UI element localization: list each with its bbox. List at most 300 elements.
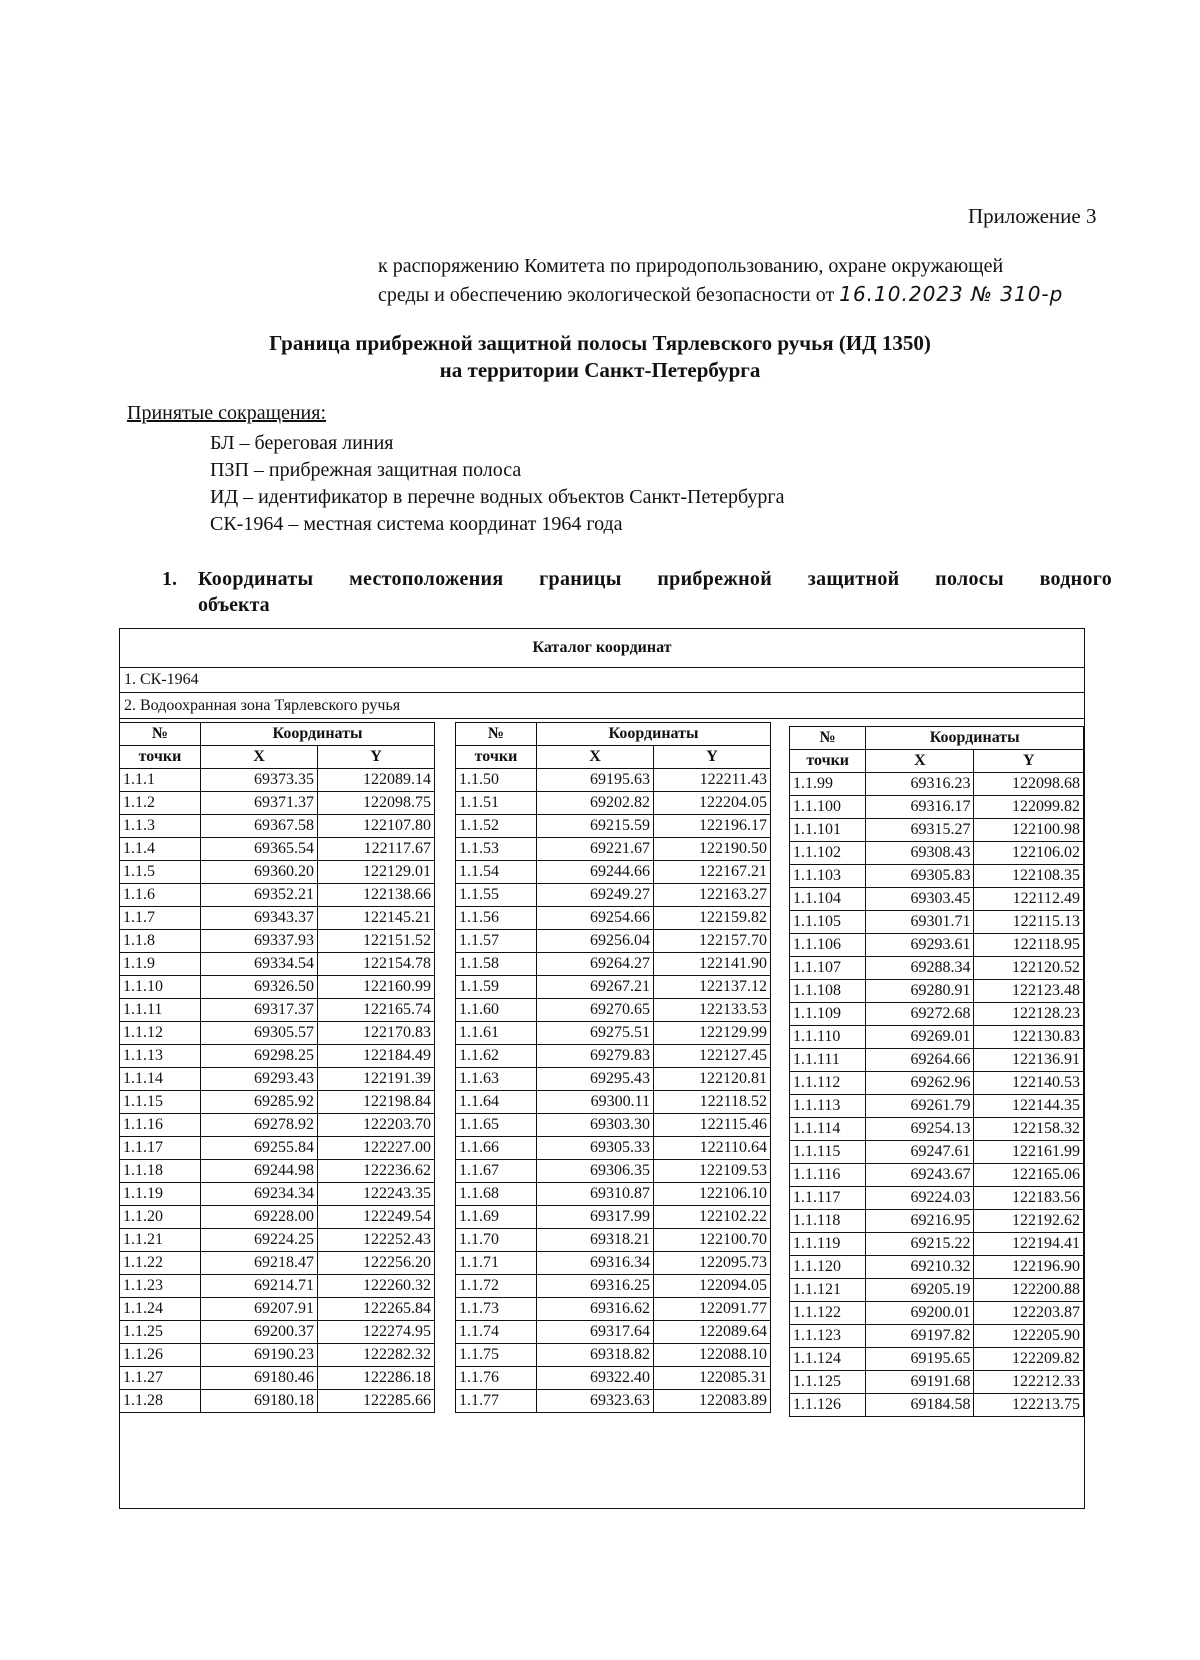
table-row: [456, 1160, 771, 1183]
y-coordinate-cell: 122204.05: [654, 792, 771, 815]
point-id-cell: 1.1.63: [456, 1068, 537, 1091]
point-id-cell: 1.1.109: [790, 1003, 866, 1026]
table-row: [790, 865, 1084, 888]
coordinate-system-label: 1. СК-1964: [120, 667, 1084, 693]
table-row: [456, 838, 771, 861]
table-row: [120, 1275, 435, 1298]
y-coordinate-cell: 122167.21: [654, 861, 771, 884]
table-row: [456, 1137, 771, 1160]
y-coordinate-cell: 122095.73: [654, 1252, 771, 1275]
x-coordinate-cell: 69267.21: [537, 976, 654, 999]
table-row: [120, 1367, 435, 1390]
x-coordinate-cell: 69247.61: [866, 1141, 974, 1164]
table-row: [790, 957, 1084, 980]
table-row: [456, 1390, 771, 1413]
y-coordinate-cell: 122117.67: [318, 838, 435, 861]
point-id-cell: 1.1.26: [120, 1344, 201, 1367]
point-id-cell: 1.1.58: [456, 953, 537, 976]
y-coordinate-cell: 122170.83: [318, 1022, 435, 1045]
y-coordinate-cell: 122089.14: [318, 769, 435, 792]
y-coordinate-cell: 122108.35: [974, 865, 1084, 888]
table-row: [120, 1252, 435, 1275]
abbreviations-heading: Принятые сокращения:: [127, 402, 327, 424]
table-row: [456, 769, 771, 792]
y-coordinate-cell: 122205.90: [974, 1325, 1084, 1348]
x-coordinate-cell: 69316.62: [537, 1298, 654, 1321]
x-coordinate-cell: 69323.63: [537, 1390, 654, 1413]
x-coordinate-cell: 69317.64: [537, 1321, 654, 1344]
table-row: [456, 1229, 771, 1252]
y-coordinate-cell: 122194.41: [974, 1233, 1084, 1256]
table-row: [790, 1141, 1084, 1164]
point-id-cell: 1.1.77: [456, 1390, 537, 1413]
x-coordinate-cell: 69224.03: [866, 1187, 974, 1210]
y-coordinate-cell: 122099.82: [974, 796, 1084, 819]
header-y: Y: [318, 746, 435, 769]
y-coordinate-cell: 122089.64: [654, 1321, 771, 1344]
point-id-cell: 1.1.25: [120, 1321, 201, 1344]
point-id-cell: 1.1.72: [456, 1275, 537, 1298]
y-coordinate-cell: 122161.99: [974, 1141, 1084, 1164]
x-coordinate-cell: 69200.01: [866, 1302, 974, 1325]
table-row: [120, 1068, 435, 1091]
table-row: [790, 1233, 1084, 1256]
y-coordinate-cell: 122100.70: [654, 1229, 771, 1252]
y-coordinate-cell: 122118.52: [654, 1091, 771, 1114]
point-id-cell: 1.1.51: [456, 792, 537, 815]
header-y: Y: [974, 750, 1084, 773]
header-x: X: [537, 746, 654, 769]
point-id-cell: 1.1.6: [120, 884, 201, 907]
table-row: [120, 1114, 435, 1137]
table-row: [790, 888, 1084, 911]
table-row: [120, 1045, 435, 1068]
point-id-cell: 1.1.105: [790, 911, 866, 934]
y-coordinate-cell: 122094.05: [654, 1275, 771, 1298]
y-coordinate-cell: 122213.75: [974, 1394, 1084, 1417]
point-id-cell: 1.1.116: [790, 1164, 866, 1187]
x-coordinate-cell: 69249.27: [537, 884, 654, 907]
header-coordinates: Координаты: [537, 723, 771, 746]
x-coordinate-cell: 69210.32: [866, 1256, 974, 1279]
x-coordinate-cell: 69255.84: [201, 1137, 318, 1160]
y-coordinate-cell: 122157.70: [654, 930, 771, 953]
y-coordinate-cell: 122249.54: [318, 1206, 435, 1229]
x-coordinate-cell: 69316.25: [537, 1275, 654, 1298]
table-row: [120, 1298, 435, 1321]
y-coordinate-cell: 122115.13: [974, 911, 1084, 934]
table-row: [120, 1390, 435, 1413]
point-id-cell: 1.1.117: [790, 1187, 866, 1210]
header-no: №: [456, 723, 537, 746]
table-row: [790, 980, 1084, 1003]
point-id-cell: 1.1.2: [120, 792, 201, 815]
x-coordinate-cell: 69200.37: [201, 1321, 318, 1344]
x-coordinate-cell: 69275.51: [537, 1022, 654, 1045]
point-id-cell: 1.1.22: [120, 1252, 201, 1275]
y-coordinate-cell: 122190.50: [654, 838, 771, 861]
y-coordinate-cell: 122158.32: [974, 1118, 1084, 1141]
table-row: [790, 1003, 1084, 1026]
x-coordinate-cell: 69337.93: [201, 930, 318, 953]
y-coordinate-cell: 122120.52: [974, 957, 1084, 980]
x-coordinate-cell: 69234.34: [201, 1183, 318, 1206]
y-coordinate-cell: 122183.56: [974, 1187, 1084, 1210]
point-id-cell: 1.1.119: [790, 1233, 866, 1256]
x-coordinate-cell: 69317.37: [201, 999, 318, 1022]
x-coordinate-cell: 69365.54: [201, 838, 318, 861]
table-row: [790, 1210, 1084, 1233]
x-coordinate-cell: 69278.92: [201, 1114, 318, 1137]
x-coordinate-cell: 69190.23: [201, 1344, 318, 1367]
table-row: [120, 1344, 435, 1367]
header-no: №: [120, 723, 201, 746]
point-id-cell: 1.1.120: [790, 1256, 866, 1279]
x-coordinate-cell: 69316.17: [866, 796, 974, 819]
point-id-cell: 1.1.1: [120, 769, 201, 792]
coordinate-table-block-1: [119, 722, 435, 1413]
point-id-cell: 1.1.4: [120, 838, 201, 861]
x-coordinate-cell: 69224.25: [201, 1229, 318, 1252]
point-id-cell: 1.1.21: [120, 1229, 201, 1252]
table-row: [456, 1298, 771, 1321]
point-id-cell: 1.1.103: [790, 865, 866, 888]
table-row: [456, 930, 771, 953]
x-coordinate-cell: 69254.13: [866, 1118, 974, 1141]
table-row: [790, 1187, 1084, 1210]
y-coordinate-cell: 122127.45: [654, 1045, 771, 1068]
x-coordinate-cell: 69293.61: [866, 934, 974, 957]
y-coordinate-cell: 122118.95: [974, 934, 1084, 957]
point-id-cell: 1.1.9: [120, 953, 201, 976]
table-row: [120, 953, 435, 976]
point-id-cell: 1.1.126: [790, 1394, 866, 1417]
point-id-cell: 1.1.56: [456, 907, 537, 930]
point-id-cell: 1.1.17: [120, 1137, 201, 1160]
table-row: [790, 1049, 1084, 1072]
x-coordinate-cell: 69367.58: [201, 815, 318, 838]
y-coordinate-cell: 122133.53: [654, 999, 771, 1022]
x-coordinate-cell: 69315.27: [866, 819, 974, 842]
table-row: [456, 1114, 771, 1137]
document-title-line-2: на территории Санкт-Петербурга: [439, 358, 761, 382]
point-id-cell: 1.1.118: [790, 1210, 866, 1233]
x-coordinate-cell: 69195.63: [537, 769, 654, 792]
table-row: [456, 1321, 771, 1344]
y-coordinate-cell: 122200.88: [974, 1279, 1084, 1302]
y-coordinate-cell: 122260.32: [318, 1275, 435, 1298]
y-coordinate-cell: 122256.20: [318, 1252, 435, 1275]
point-id-cell: 1.1.124: [790, 1348, 866, 1371]
x-coordinate-cell: 69305.33: [537, 1137, 654, 1160]
x-coordinate-cell: 69195.65: [866, 1348, 974, 1371]
header-y: Y: [654, 746, 771, 769]
abbreviation-item: СК-1964 – местная система координат 1964 года: [210, 513, 623, 535]
y-coordinate-cell: 122198.84: [318, 1091, 435, 1114]
x-coordinate-cell: 69244.98: [201, 1160, 318, 1183]
point-id-cell: 1.1.11: [120, 999, 201, 1022]
x-coordinate-cell: 69334.54: [201, 953, 318, 976]
point-id-cell: 1.1.5: [120, 861, 201, 884]
header-x: X: [201, 746, 318, 769]
table-row: [456, 1344, 771, 1367]
point-id-cell: 1.1.111: [790, 1049, 866, 1072]
table-row: [120, 1137, 435, 1160]
section-number: 1.: [162, 568, 177, 590]
point-id-cell: 1.1.13: [120, 1045, 201, 1068]
table-row: [790, 1279, 1084, 1302]
order-reference: [378, 252, 1118, 309]
table-row: [120, 769, 435, 792]
order-reference-line-1: к распоряжению Комитета по природопользованию, охране окружающей: [378, 255, 1004, 277]
point-id-cell: 1.1.121: [790, 1279, 866, 1302]
x-coordinate-cell: 69215.22: [866, 1233, 974, 1256]
x-coordinate-cell: 69326.50: [201, 976, 318, 999]
y-coordinate-cell: 122211.43: [654, 769, 771, 792]
x-coordinate-cell: 69244.66: [537, 861, 654, 884]
point-id-cell: 1.1.52: [456, 815, 537, 838]
point-id-cell: 1.1.70: [456, 1229, 537, 1252]
order-reference-line-2-text: среды и обеспечению экологической безопасности от: [378, 284, 835, 306]
x-coordinate-cell: 69316.34: [537, 1252, 654, 1275]
table-row: [120, 976, 435, 999]
point-id-cell: 1.1.113: [790, 1095, 866, 1118]
x-coordinate-cell: 69218.47: [201, 1252, 318, 1275]
table-row: [790, 1302, 1084, 1325]
point-id-cell: 1.1.3: [120, 815, 201, 838]
point-id-cell: 1.1.14: [120, 1068, 201, 1091]
table-row: [120, 999, 435, 1022]
y-coordinate-cell: 122151.52: [318, 930, 435, 953]
point-id-cell: 1.1.122: [790, 1302, 866, 1325]
table-row: [790, 796, 1084, 819]
x-coordinate-cell: 69264.27: [537, 953, 654, 976]
table-row: [456, 1091, 771, 1114]
point-id-cell: 1.1.104: [790, 888, 866, 911]
point-id-cell: 1.1.57: [456, 930, 537, 953]
point-id-cell: 1.1.24: [120, 1298, 201, 1321]
protection-zone-label: 2. Водоохранная зона Тярлевского ручья: [120, 693, 1084, 719]
abbreviation-item: ИД – идентификатор в перечне водных объектов Санкт-Петербурга: [210, 486, 785, 508]
point-id-cell: 1.1.10: [120, 976, 201, 999]
point-id-cell: 1.1.110: [790, 1026, 866, 1049]
header-point: точки: [456, 746, 537, 769]
header-coordinates: Координаты: [866, 727, 1084, 750]
header-no: №: [790, 727, 866, 750]
y-coordinate-cell: 122112.49: [974, 888, 1084, 911]
x-coordinate-cell: 69205.19: [866, 1279, 974, 1302]
header-coordinates: Координаты: [201, 723, 435, 746]
table-row: [456, 1367, 771, 1390]
y-coordinate-cell: 122120.81: [654, 1068, 771, 1091]
point-id-cell: 1.1.18: [120, 1160, 201, 1183]
x-coordinate-cell: 69288.34: [866, 957, 974, 980]
header-x: X: [866, 750, 974, 773]
y-coordinate-cell: 122196.17: [654, 815, 771, 838]
point-id-cell: 1.1.106: [790, 934, 866, 957]
table-row: [120, 1321, 435, 1344]
y-coordinate-cell: 122209.82: [974, 1348, 1084, 1371]
x-coordinate-cell: 69310.87: [537, 1183, 654, 1206]
y-coordinate-cell: 122106.10: [654, 1183, 771, 1206]
y-coordinate-cell: 122106.02: [974, 842, 1084, 865]
point-id-cell: 1.1.23: [120, 1275, 201, 1298]
point-id-cell: 1.1.99: [790, 773, 866, 796]
point-id-cell: 1.1.59: [456, 976, 537, 999]
y-coordinate-cell: 122129.99: [654, 1022, 771, 1045]
section-heading-line-1: Координаты местоположения границы прибрежной защитной полосы водного: [198, 568, 1112, 590]
table-row: [456, 792, 771, 815]
point-id-cell: 1.1.8: [120, 930, 201, 953]
x-coordinate-cell: 69180.18: [201, 1390, 318, 1413]
x-coordinate-cell: 69298.25: [201, 1045, 318, 1068]
table-row: [790, 1118, 1084, 1141]
x-coordinate-cell: 69216.95: [866, 1210, 974, 1233]
x-coordinate-cell: 69373.35: [201, 769, 318, 792]
point-id-cell: 1.1.123: [790, 1325, 866, 1348]
y-coordinate-cell: 122100.98: [974, 819, 1084, 842]
section-heading-line-2: объекта: [198, 594, 270, 616]
point-id-cell: 1.1.19: [120, 1183, 201, 1206]
x-coordinate-cell: 69243.67: [866, 1164, 974, 1187]
x-coordinate-cell: 69262.96: [866, 1072, 974, 1095]
x-coordinate-cell: 69360.20: [201, 861, 318, 884]
point-id-cell: 1.1.101: [790, 819, 866, 842]
table-row: [456, 1022, 771, 1045]
x-coordinate-cell: 69191.68: [866, 1371, 974, 1394]
point-id-cell: 1.1.100: [790, 796, 866, 819]
y-coordinate-cell: 122128.23: [974, 1003, 1084, 1026]
table-row: [790, 1394, 1084, 1417]
table-row: [120, 1091, 435, 1114]
x-coordinate-cell: 69295.43: [537, 1068, 654, 1091]
document-title: [0, 330, 1200, 384]
point-id-cell: 1.1.12: [120, 1022, 201, 1045]
point-id-cell: 1.1.53: [456, 838, 537, 861]
y-coordinate-cell: 122184.49: [318, 1045, 435, 1068]
table-row: [790, 1095, 1084, 1118]
table-row: [120, 884, 435, 907]
point-id-cell: 1.1.65: [456, 1114, 537, 1137]
table-row: [120, 1022, 435, 1045]
x-coordinate-cell: 69264.66: [866, 1049, 974, 1072]
point-id-cell: 1.1.69: [456, 1206, 537, 1229]
x-coordinate-cell: 69214.71: [201, 1275, 318, 1298]
y-coordinate-cell: 122144.35: [974, 1095, 1084, 1118]
point-id-cell: 1.1.15: [120, 1091, 201, 1114]
table-row: [790, 1164, 1084, 1187]
y-coordinate-cell: 122165.06: [974, 1164, 1084, 1187]
y-coordinate-cell: 122109.53: [654, 1160, 771, 1183]
coordinate-table-block-3: [789, 726, 1084, 1417]
x-coordinate-cell: 69279.83: [537, 1045, 654, 1068]
y-coordinate-cell: 122192.62: [974, 1210, 1084, 1233]
x-coordinate-cell: 69184.58: [866, 1394, 974, 1417]
table-row: [790, 911, 1084, 934]
table-row: [456, 976, 771, 999]
y-coordinate-cell: 122252.43: [318, 1229, 435, 1252]
point-id-cell: 1.1.112: [790, 1072, 866, 1095]
x-coordinate-cell: 69305.57: [201, 1022, 318, 1045]
y-coordinate-cell: 122107.80: [318, 815, 435, 838]
abbreviation-item: БЛ – береговая линия: [210, 432, 394, 454]
table-row: [120, 1160, 435, 1183]
point-id-cell: 1.1.67: [456, 1160, 537, 1183]
point-id-cell: 1.1.76: [456, 1367, 537, 1390]
x-coordinate-cell: 69308.43: [866, 842, 974, 865]
y-coordinate-cell: 122165.74: [318, 999, 435, 1022]
point-id-cell: 1.1.54: [456, 861, 537, 884]
x-coordinate-cell: 69352.21: [201, 884, 318, 907]
y-coordinate-cell: 122085.31: [654, 1367, 771, 1390]
x-coordinate-cell: 69306.35: [537, 1160, 654, 1183]
point-id-cell: 1.1.74: [456, 1321, 537, 1344]
x-coordinate-cell: 69254.66: [537, 907, 654, 930]
y-coordinate-cell: 122282.32: [318, 1344, 435, 1367]
y-coordinate-cell: 122088.10: [654, 1344, 771, 1367]
y-coordinate-cell: 122212.33: [974, 1371, 1084, 1394]
y-coordinate-cell: 122274.95: [318, 1321, 435, 1344]
point-id-cell: 1.1.114: [790, 1118, 866, 1141]
x-coordinate-cell: 69371.37: [201, 792, 318, 815]
coordinate-catalog: [119, 628, 1085, 1509]
x-coordinate-cell: 69270.65: [537, 999, 654, 1022]
y-coordinate-cell: 122243.35: [318, 1183, 435, 1206]
x-coordinate-cell: 69293.43: [201, 1068, 318, 1091]
y-coordinate-cell: 122236.62: [318, 1160, 435, 1183]
catalog-title: Каталог координат: [120, 629, 1084, 668]
x-coordinate-cell: 69303.30: [537, 1114, 654, 1137]
table-row: [456, 1252, 771, 1275]
x-coordinate-cell: 69256.04: [537, 930, 654, 953]
table-row: [790, 819, 1084, 842]
x-coordinate-cell: 69285.92: [201, 1091, 318, 1114]
table-row: [120, 792, 435, 815]
x-coordinate-cell: 69197.82: [866, 1325, 974, 1348]
table-row: [120, 930, 435, 953]
table-row: [120, 861, 435, 884]
section-heading: [162, 566, 1112, 618]
table-row: [120, 815, 435, 838]
table-row: [120, 1183, 435, 1206]
y-coordinate-cell: 122138.66: [318, 884, 435, 907]
table-row: [790, 1256, 1084, 1279]
y-coordinate-cell: 122163.27: [654, 884, 771, 907]
point-id-cell: 1.1.73: [456, 1298, 537, 1321]
y-coordinate-cell: 122136.91: [974, 1049, 1084, 1072]
document-title-line-1: Граница прибрежной защитной полосы Тярлевского ручья (ИД 1350): [269, 331, 931, 355]
x-coordinate-cell: 69301.71: [866, 911, 974, 934]
table-row: [790, 1325, 1084, 1348]
y-coordinate-cell: 122145.21: [318, 907, 435, 930]
table-row: [456, 1045, 771, 1068]
x-coordinate-cell: 69316.23: [866, 773, 974, 796]
table-row: [790, 773, 1084, 796]
x-coordinate-cell: 69300.11: [537, 1091, 654, 1114]
point-id-cell: 1.1.27: [120, 1367, 201, 1390]
point-id-cell: 1.1.68: [456, 1183, 537, 1206]
table-row: [456, 1068, 771, 1091]
y-coordinate-cell: 122110.64: [654, 1137, 771, 1160]
table-row: [120, 838, 435, 861]
x-coordinate-cell: 69215.59: [537, 815, 654, 838]
y-coordinate-cell: 122227.00: [318, 1137, 435, 1160]
y-coordinate-cell: 122091.77: [654, 1298, 771, 1321]
point-id-cell: 1.1.61: [456, 1022, 537, 1045]
y-coordinate-cell: 122191.39: [318, 1068, 435, 1091]
table-row: [790, 1026, 1084, 1049]
y-coordinate-cell: 122159.82: [654, 907, 771, 930]
